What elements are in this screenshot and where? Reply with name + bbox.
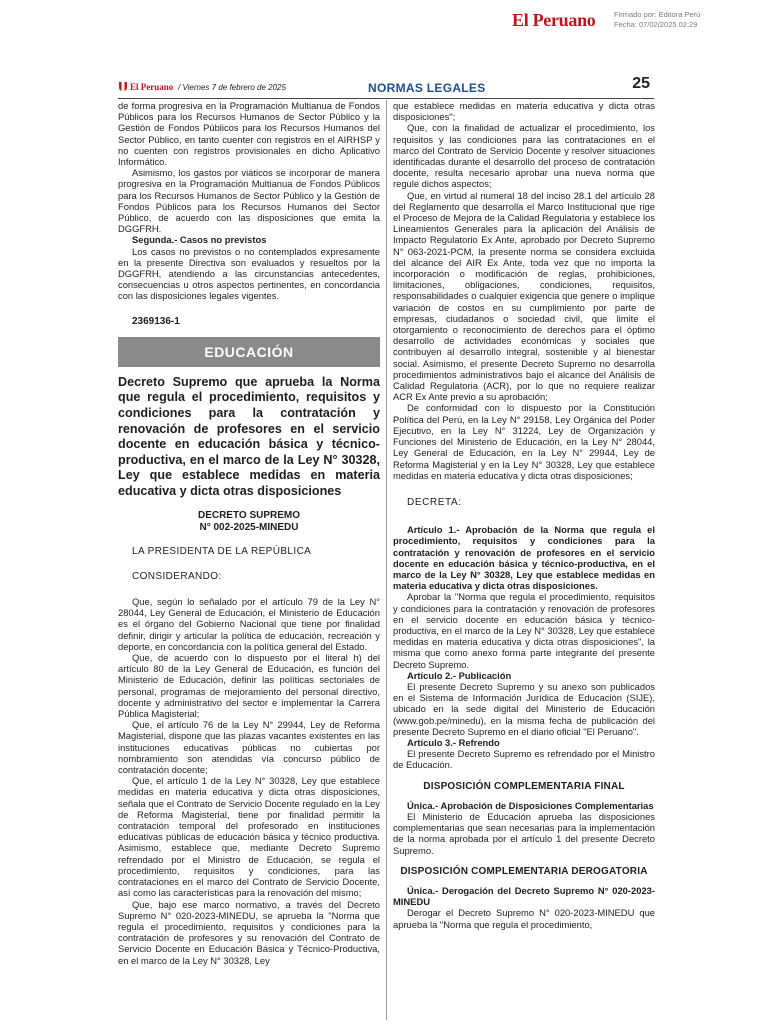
signed-by: Firmado por: Editora Perú [614,10,701,19]
header-date: / Viernes 7 de febrero de 2025 [178,83,286,92]
signature-stamp [512,8,732,34]
decreta-heading: DECRETA: [407,496,462,508]
paragraph: de forma progresiva en la Programación Multianua de Fondos Públicos para los Recursos Humanos de Sector Público y la Gestión de Fondos Públicos para los Recursos Humanos del Sector Público, en tanto cuenter con registros en el AIRHSP y no cuenten con registros provisionales en dicho Aplicativo Informático. [118,100,380,168]
derogatory-provision-heading: DISPOSICIÓN COMPLEMENTARIA DEROGATORIA [400,865,648,877]
paragraph: De conformidad con lo dispuesto por la Constitución Política del Perú, en la Ley N° 29158, Ley Orgánica del Poder Ejecutivo, en la Ley N° 31224, Ley de Organización y Funciones del Ministerio de Educación, en la Ley N° 28044, Ley General de Educación, en la Ley N° 29944, Ley de Reforma Magisterial y en la Ley N° 30328, Ley que establece medidas en materia educativa y dicta otras disposiciones; [393,402,655,481]
right-column [393,100,655,930]
paragraph: Asimismo, los gastos por viáticos se incorporar de manera progresiva en la Programación Multianua de Fondos Públicos para los Recursos Humanos de Sector Público y la Gestión de Fondos Públicos para los Recursos Humanos del Sector Público, de acuerdo con las disposiciones que emita la DGGFRH. [118,167,380,235]
publication-code: 2369136-1 [132,315,180,327]
paragraph: Los casos no previstos o no contemplados expresamente en la presente Directiva son evaluados y resueltos por la DGGFRH, atendiendo a las circunstancias antecedentes, consecuencias u otros aspectos pertinentes, en concordancia con las disposiciones legales vigentes. [118,245,380,302]
paragraph: Que, bajo ese marco normativo, a través del Decreto Supremo N° 020-2023-MINEDU, se aprueba la "Norma que regula el procedimiento, requisitos y condiciones para la contratación de profesores y su renovación del Contrato de Servicio Docente en Educación Básica y Técnico-Productiva, en el marco de la Ley N° 30328, Ley [118,898,380,966]
article-title: Artículo 3.- Refrendo [407,736,500,748]
crest-icon [118,81,128,92]
decree-code: N° 002-2025-MINEDU [199,521,299,533]
article-title: Artículo 2.- Publicación [407,669,512,681]
considerando-heading: CONSIDERANDO: [132,570,222,582]
paragraph: Aprobar la "Norma que regula el procedimiento, requisitos y condiciones para la contratación y renovación de profesores en el servicio docente en educación básica y técnico-productiva, en el marco de la Ley N° 30328, Ley que establece medidas en materia educativa y dicta otras disposiciones", la misma que como anexo forma parte integrante del presente Decreto Supremo. [393,591,655,670]
article-title: Única.- Derogación del Decreto Supremo N° 020-2023-MINEDU [393,885,655,908]
left-column [118,100,380,966]
article-title: Única.- Aprobación de Disposiciones Complementarias [407,799,654,811]
section-banner: EDUCACIÓN [118,337,380,367]
decree-number [118,510,380,534]
issuer-line: LA PRESIDENTA DE LA REPÚBLICA [132,545,312,557]
signature-info [614,10,700,30]
paragraph: Que, según lo señalado por el artículo 79 de la Ley N° 28044, Ley General de Educación, el Ministerio de Educación es el órgano del Gobierno Nacional que tiene por finalidad definir, dirigir y articular la política de educación, recreación y deporte, en concordancia con la política general del Estado. [118,596,380,652]
page-number: 25 [632,75,650,92]
decree-label: DECRETO SUPREMO [197,509,301,521]
paragraph: Que, en virtud al numeral 18 del inciso 28.1 del artículo 28 del Reglamento que desarrolla el Marco Institucional que rige el Proceso de Mejora de la Calidad Regulatoria y establece los Lineamientos Generales para la aplicación del Análisis de Impacto Regulatorio Ex Ante, aprobado por Decreto Supremo N° 063-2021-PCM, la presente norma se considera excluida del alcance del AIR Ex Ante, toda vez que no importa la incorporación o modificación de reglas, prohibiciones, limitaciones, obligaciones, condiciones, requisitos, responsabilidades o cualquier exigencia que genere o implique variación de costos en su cumplimiento por parte de empresas, ciudadanos o sociedad civil, que limite el otorgamiento o reconocimiento de derechos para el óptimo desarrollo de actividades económicas y sociales que contribuyen al desarrollo integral, sostenible y al bienestar social. Asimismo, el presente Decreto Supremo no desarrolla procedimientos administrativos bajo el alcance del Análisis de Calidad Regulatoria (ACR), por lo que no requiere realizar ACR Ex Ante previo a su aprobación; [393,189,655,403]
page-header [118,75,654,99]
paragraph: El Ministerio de Educación aprueba las disposiciones complementarias que sean necesarias para la implementación de la norma aprobada por el artículo 1 del presente Decreto Supremo. [393,810,655,856]
subsection-title: Segunda.- Casos no previstos [132,234,267,246]
article-title: Artículo 1.- Aprobación de la Norma que regula el procedimiento, requisitos y condiciones para la contratación y renovación de profesores en el servicio docente en educación básica y técnico-productiva, en el marco de la Ley N° 30328, Ley que establece medidas en materia educativa y dicta otras disposiciones. [393,524,655,592]
header-section: NORMAS LEGALES [368,81,486,95]
decree-title: Decreto Supremo que aprueba la Norma que regula el procedimiento, requisitos y condiciones para la contratación y renovación de profesores en el servicio docente en educación básica y técnico-productiva, en el marco de la Ley N° 30328, Ley que establece medidas en materia educativa y dicta otras disposiciones [118,374,380,499]
paragraph: El presente Decreto Supremo es refrendado por el Ministro de Educación. [393,748,655,771]
header-brand: El Peruano [130,82,174,92]
paragraph: El presente Decreto Supremo y su anexo son publicados en el Sistema de Información Jurídica de Educación (SIJE), ubicado en la sede digital del Ministerio de Educación (www.gob.pe/minedu), en la misma fecha de publicación del presente Decreto Supremo en el diario oficial "El Peruano". [393,680,655,737]
el-peruano-logo: El Peruano [512,10,596,30]
paragraph: Derogar el Decreto Supremo N° 020-2023-MINEDU que aprueba la "Norma que regula el procedimiento, [393,907,655,930]
signature-date: Fecha: 07/02/2025 02:29 [614,20,698,29]
final-provision-heading: DISPOSICIÓN COMPLEMENTARIA FINAL [423,780,625,792]
column-divider [386,100,387,1020]
paragraph: Que, el artículo 76 de la Ley N° 29944, Ley de Reforma Magisterial, dispone que las plazas vacantes existentes en las instituciones educativas públicas no cubiertas por nombramiento son atendidas vía concurso público de contratación docente; [118,719,380,776]
paragraph: Que, de acuerdo con lo dispuesto por el literal h) del artículo 80 de la Ley General de Educación, es función del Ministerio de Educación, definir las políticas sectoriales de personal, programas de mejoramiento del personal directivo, docente y administrativo del sector e implementar la Carrera Pública Magisterial; [118,652,380,720]
paragraph: que establece medidas en materia educativa y dicta otras disposiciones"; [393,100,655,123]
paragraph: Que, el artículo 1 de la Ley N° 30328, Ley que establece medidas en materia educativa y dicta otras disposiciones, señala que el Contrato de Servicio Docente regulado en la Ley de Reforma Magisterial, tiene por finalidad permitir la contratación temporal del profesorado en instituciones educativas públicas de educación básica y técnico productiva. Asimismo, establece que, mediante Decreto Supremo refrendado por el Ministro de Educación, se regula el procedimiento, requisitos y condiciones, para las contrataciones en el marco del Contrato de Servicio Docente, así como las características para la renovación del mismo; [118,775,380,899]
paragraph: Que, con la finalidad de actualizar el procedimiento, los requisitos y las condiciones para las contrataciones en el marco del Contrato de Servicio Docente y resolver situaciones identificadas durante el desarrollo del proceso de contratación docente, resulta necesario aprobar una nueva norma que regule dichos aspectos; [393,122,655,190]
